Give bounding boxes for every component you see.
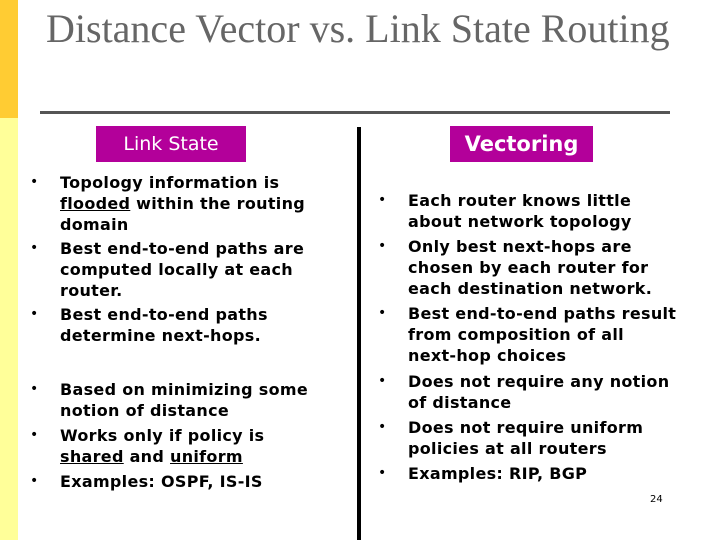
bullet-icon: • bbox=[378, 419, 387, 435]
bullet-icon: • bbox=[378, 305, 387, 321]
link-state-bullets-bottom bbox=[30, 379, 330, 496]
list-item: • Does not require uniform policies at all routers bbox=[378, 418, 644, 458]
bullet-icon: • bbox=[378, 373, 387, 389]
list-item: • Examples: RIP, BGP bbox=[378, 464, 588, 483]
bullet-icon: • bbox=[30, 427, 39, 443]
list-item: • Each router knows little about network topology bbox=[378, 191, 632, 231]
list-item: • Only best next-hops are chosen by each router for each destination network. bbox=[378, 237, 653, 298]
list-item: • Examples: OSPF, IS-IS bbox=[30, 472, 263, 491]
page-number: 24 bbox=[650, 494, 663, 505]
bullet-icon: • bbox=[378, 192, 387, 208]
list-item: • Best end-to-end paths are computed locally at each router. bbox=[30, 239, 305, 300]
column-divider bbox=[357, 127, 361, 540]
underlined-text: uniform bbox=[170, 447, 243, 466]
bullet-icon: • bbox=[378, 465, 387, 481]
list-item: • Topology information is flooded within the routing domain bbox=[30, 173, 306, 234]
vectoring-bullets bbox=[378, 190, 678, 488]
list-item: • Best end-to-end paths result from composition of all next-hop choices bbox=[378, 304, 677, 365]
bullet-icon: • bbox=[30, 306, 39, 322]
bullet-icon: • bbox=[30, 473, 39, 489]
link-state-heading: Link State bbox=[96, 126, 246, 162]
list-item: • Does not require any notion of distance bbox=[378, 372, 670, 412]
bullet-icon: • bbox=[30, 174, 39, 190]
slide-title: Distance Vector vs. Link State Routing bbox=[46, 6, 670, 51]
bullet-icon: • bbox=[30, 381, 39, 397]
underlined-text: flooded bbox=[60, 194, 131, 213]
link-state-bullets-top bbox=[30, 172, 330, 349]
accent-square bbox=[0, 0, 18, 118]
bullet-icon: • bbox=[378, 238, 387, 254]
title-underline bbox=[40, 111, 670, 114]
underlined-text: shared bbox=[60, 447, 124, 466]
bullet-icon: • bbox=[30, 240, 39, 256]
list-item: • Based on minimizing some notion of distance bbox=[30, 380, 308, 420]
list-item: • Works only if policy is shared and uniform bbox=[30, 426, 265, 466]
vectoring-heading: Vectoring bbox=[450, 126, 593, 162]
list-item: • Best end-to-end paths determine next-hops. bbox=[30, 305, 268, 345]
